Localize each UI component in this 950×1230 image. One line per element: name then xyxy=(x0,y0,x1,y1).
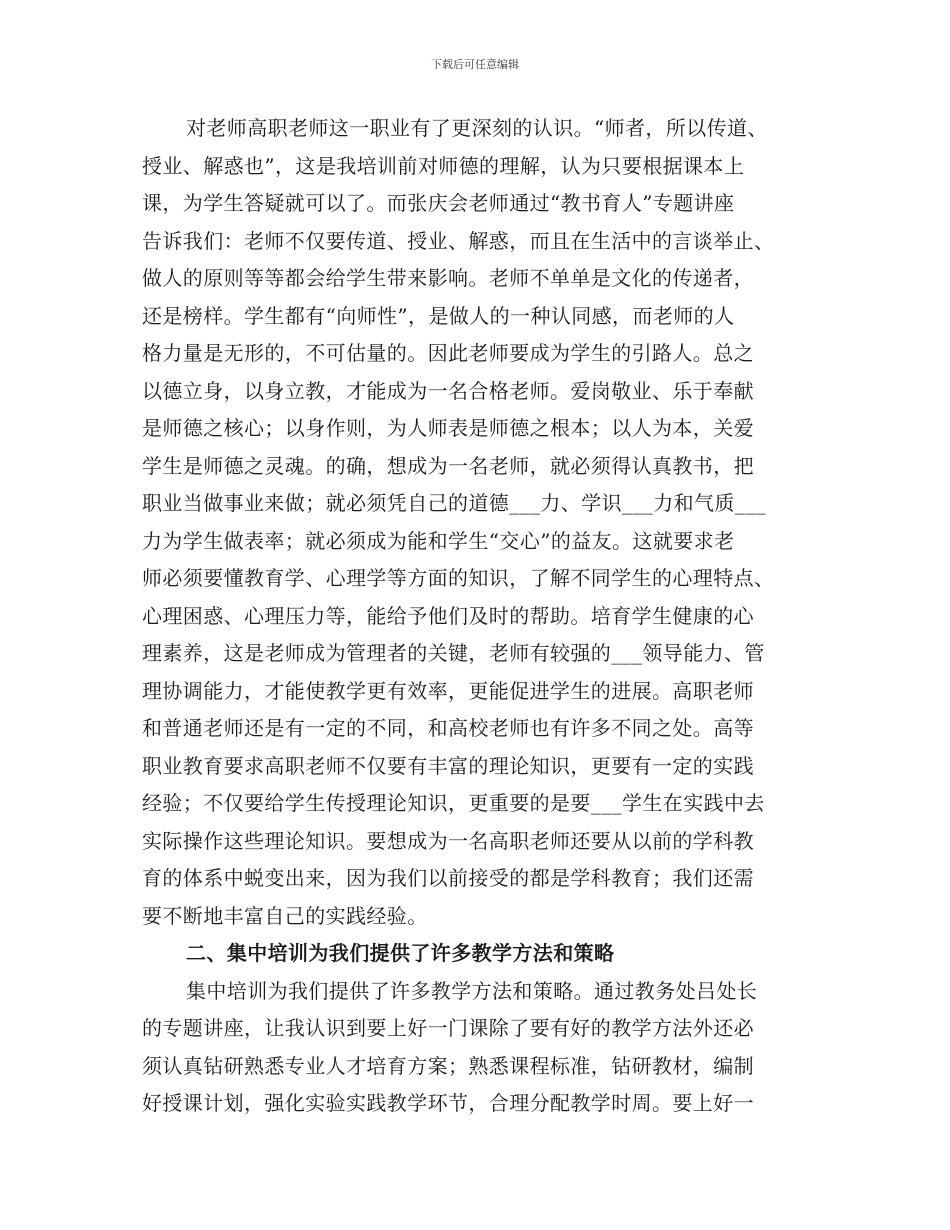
text-line: 是师德之核心；以身作则，为人师表是师德之根本；以人为本，关爱 xyxy=(142,416,754,440)
text-line: 做人的原则等等都会给学生带来影响。老师不单单是文化的传递者， xyxy=(142,266,754,290)
text-line: 要不断地丰富自己的实践经验。 xyxy=(142,903,428,928)
text-line: 职业当做事业来做；就必须凭自己的道德___力、学识___力和气质___ xyxy=(142,491,766,515)
text-line: 力为学生做表率；就必须成为能和学生“交心”的益友。这就要求老 xyxy=(142,528,735,553)
section-heading: 二、集中培训为我们提供了许多教学方法和策略 xyxy=(186,941,615,965)
text-line: 还是榜样。学生都有“向师性”，是做人的一种认同感，而老师的人 xyxy=(142,303,735,328)
text-line: 对老师高职老师这一职业有了更深刻的认识。“师者，所以传道、 xyxy=(186,116,768,140)
text-line: 理协调能力，才能使教学更有效率，更能促进学生的进展。高职老师 xyxy=(142,678,754,703)
text-line: 和普通老师还是有一定的不同，和高校老师也有许多不同之处。高等 xyxy=(142,716,754,740)
text-line: 以德立身，以身立教，才能成为一名合格老师。爱岗敬业、乐于奉献 xyxy=(142,378,754,403)
text-line: 实际操作这些理论知识。要想成为一名高职老师还要从以前的学科教 xyxy=(142,828,754,853)
page-header-note: 下载后可任意编辑 xyxy=(431,58,519,71)
text-line: 学生是师德之灵魂。的确，想成为一名老师，就必须得认真教书，把 xyxy=(142,453,754,478)
text-line: 授业、解惑也”，这是我培训前对师德的理解，认为只要根据课本上 xyxy=(142,153,745,178)
document-body xyxy=(142,110,810,1123)
text-line: 育的体系中蜕变出来，因为我们以前接受的都是学科教育；我们还需 xyxy=(142,866,754,890)
text-line: 职业教育要求高职老师不仅要有丰富的理论知识，更要有一定的实践 xyxy=(142,753,754,778)
paragraph-1 xyxy=(142,110,810,935)
text-line: 理素养，这是老师成为管理者的关键，老师有较强的___领导能力、管 xyxy=(142,641,765,665)
text-line: 格力量是无形的，不可估量的。因此老师要成为学生的引路人。总之 xyxy=(142,341,754,365)
text-line: 经验；不仅要给学生传授理论知识，更重要的是要___学生在实践中去 xyxy=(142,791,765,815)
text-line: 好授课计划，强化实验实践教学环节，合理分配教学时周。要上好一 xyxy=(142,1091,754,1115)
text-line: 课，为学生答疑就可以了。而张庆会老师通过“教书育人”专题讲座 xyxy=(142,191,735,215)
text-line: 集中培训为我们提供了许多教学方法和策略。通过教务处吕处长 xyxy=(186,978,758,1003)
text-line: 的专题讲座，让我认识到要上好一门课除了要有好的教学方法外还必 xyxy=(142,1016,754,1040)
text-line: 告诉我们：老师不仅要传道、授业、解惑，而且在生活中的言谈举止、 xyxy=(142,228,775,253)
paragraph-2 xyxy=(142,973,810,1123)
text-line: 师必须要懂教育学、心理学等方面的知识，了解不同学生的心理特点、 xyxy=(142,566,775,590)
text-line: 须认真钻研熟悉专业人才培育方案；熟悉课程标准，钻研教材，编制 xyxy=(142,1053,754,1078)
text-line: 心理困惑、心理压力等，能给予他们及时的帮助。培育学生健康的心 xyxy=(142,603,754,628)
